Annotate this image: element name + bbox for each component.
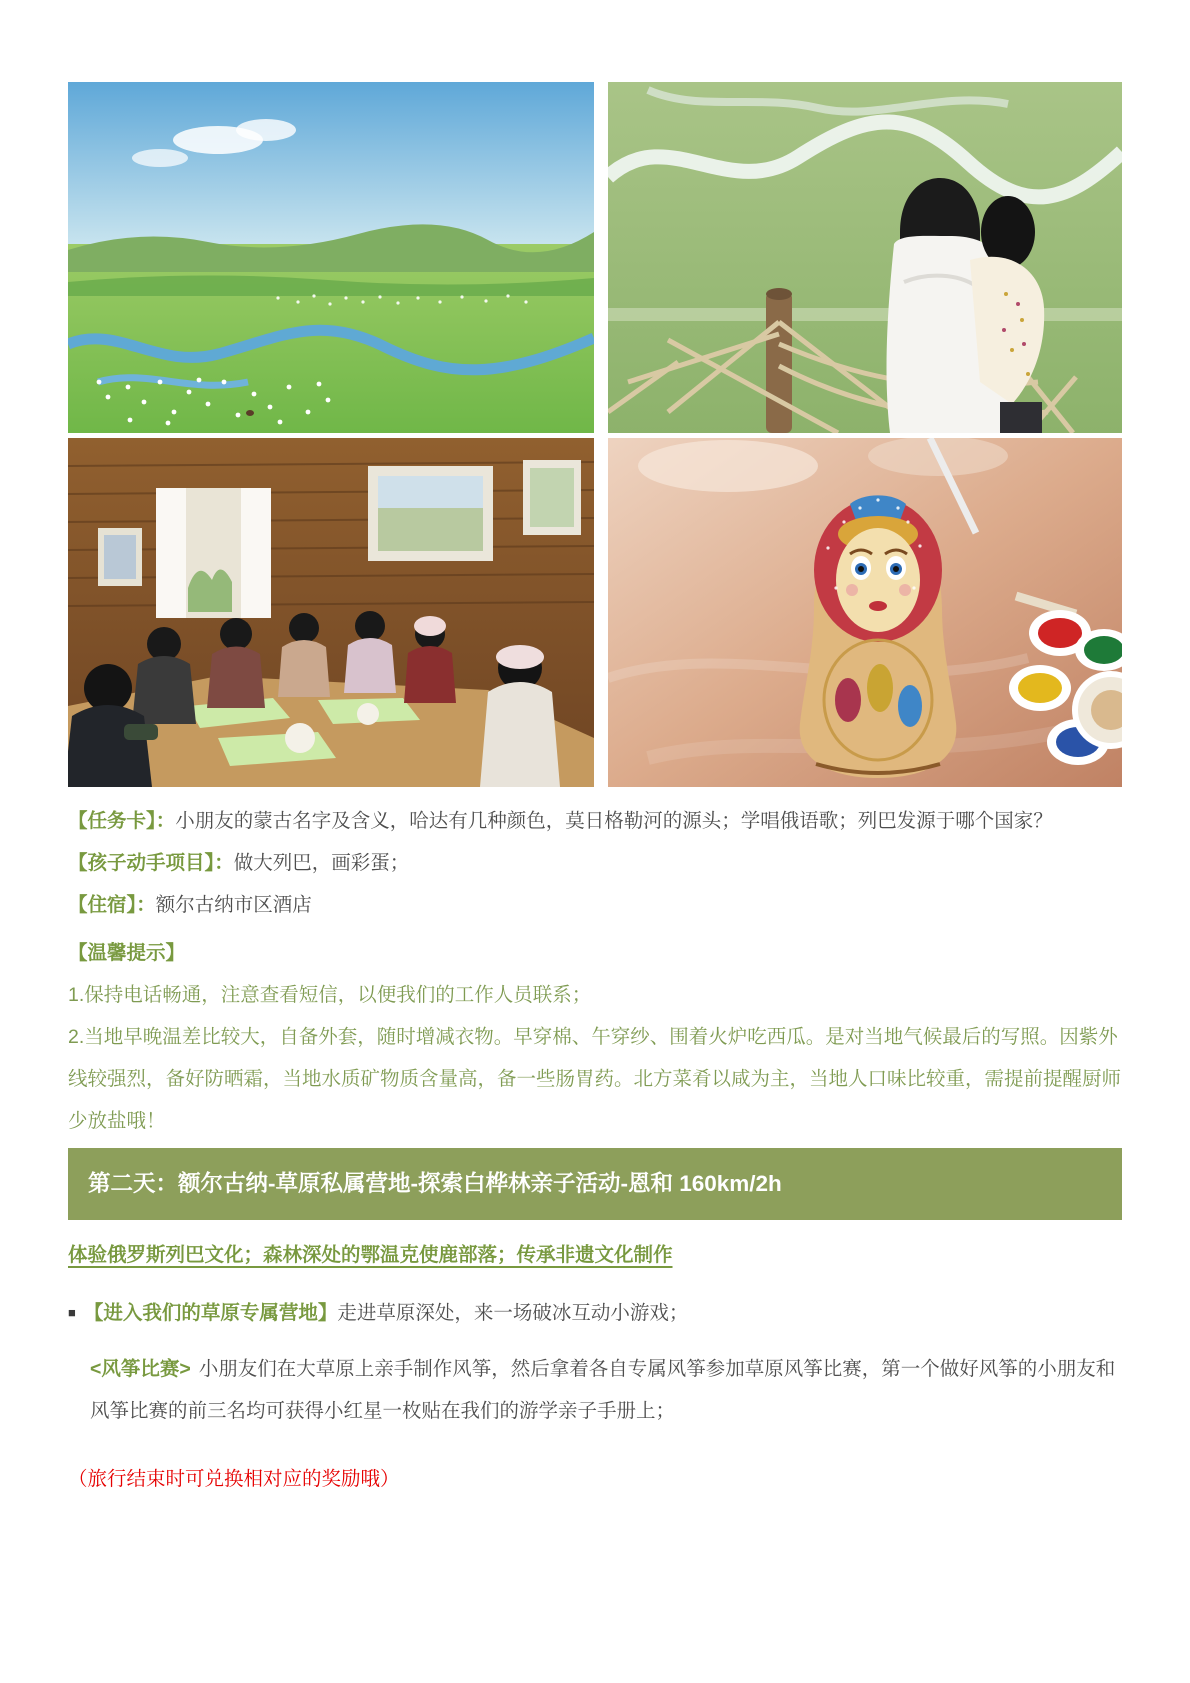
day2-banner xyxy=(68,1148,1122,1220)
tips-title: 【温馨提示】 xyxy=(68,942,186,964)
day2-banner-title: 第二天：额尔古纳-草原私属营地-探索白桦林亲子活动-恩和 160km/2h xyxy=(88,1171,782,1196)
tip-item-2: 2.当地早晚温差比较大，自备外套，随时增减衣物。早穿棉、午穿纱、围着火炉吃西瓜。是对当地气候最后的写照。因紫外线较强烈，备好防晒霜，当地水质矿物质含量高，备一些肠胃药。北方菜肴以咸为主，当地人口味比较重，需提前提醒厨师少放盐哦！ xyxy=(68,1026,1122,1132)
kite-contest-paragraph xyxy=(90,1348,1122,1432)
kite-contest-text: 小朋友们在大草原上亲手制作风筝，然后拿着各自专属风筝参加草原风筝比赛，第一个做好风筝的小朋友和风筝比赛的前三名均可获得小红星一枚贴在我们的游学亲子手册上； xyxy=(90,1358,1116,1422)
photo-grassland-river-sheep xyxy=(68,82,594,433)
tip-item-1: 1.保持电话畅通，注意查看短信，以便我们的工作人员联系； xyxy=(68,984,592,1006)
photo-bread-workshop xyxy=(68,438,594,787)
hands-on-line xyxy=(68,842,1122,884)
camp-entry-label: 【进入我们的草原专属营地】 xyxy=(83,1302,338,1324)
task-card-line xyxy=(68,800,1122,842)
photo-grid xyxy=(68,82,1122,787)
camp-entry-line xyxy=(68,1292,1122,1336)
task-card-text: 小朋友的蒙古名字及含义，哈达有几种颜色，莫日格勒河的源头；学唱俄语歌；列巴发源于哪个国家？ xyxy=(175,810,1053,832)
hands-on-text: 做大列巴，画彩蛋； xyxy=(233,852,410,874)
task-card-label: 【任务卡】： xyxy=(68,810,176,832)
bullet-square-icon: ■ xyxy=(68,1305,76,1320)
camp-entry-text: 走进草原深处，来一场破冰互动小游戏； xyxy=(337,1302,689,1324)
stay-line xyxy=(68,884,1122,926)
kite-contest-label: <风筝比赛> xyxy=(90,1358,191,1380)
stay-label: 【住宿】： xyxy=(68,894,156,916)
grassland-river-sheep-image xyxy=(68,82,594,433)
day2-subtitle: 体验俄罗斯列巴文化；森林深处的鄂温克使鹿部落；传承非遗文化制作 xyxy=(68,1244,673,1266)
photo-matryoshka-painting xyxy=(608,438,1122,787)
reward-note: （旅行结束时可兑换相对应的奖励哦） xyxy=(68,1468,400,1490)
mother-child-viewpoint-image xyxy=(608,82,1122,433)
itinerary-content xyxy=(68,800,1122,1500)
photo-mother-child-viewpoint xyxy=(608,82,1122,433)
hands-on-label: 【孩子动手项目】： xyxy=(68,852,234,874)
matryoshka-painting-image xyxy=(608,438,1122,787)
stay-text: 额尔古纳市区酒店 xyxy=(155,894,312,916)
bread-workshop-image xyxy=(68,438,594,787)
